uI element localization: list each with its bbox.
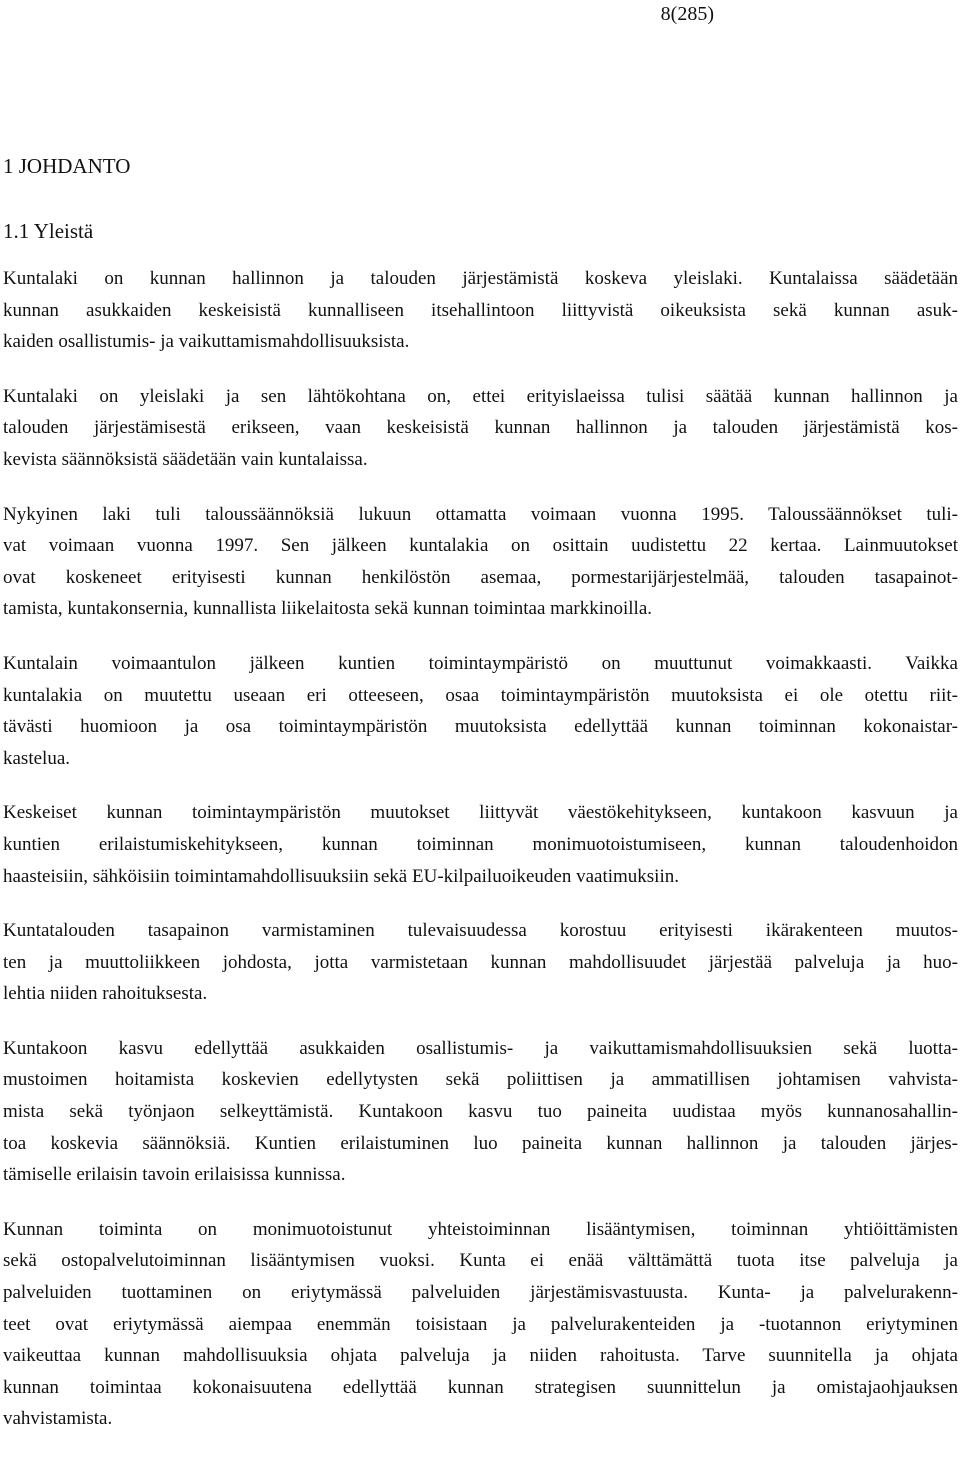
text-line: Kuntatalouden tasapainon varmistaminen tulevaisuudessa korostuu erityisesti ikärakenteen muutos- xyxy=(3,920,958,942)
text-line: palveluiden tuottaminen on eriytymässä palveluiden järjestämisvastuusta. Kunta- ja palvelurakenn- xyxy=(3,1282,958,1304)
text-line: vat voimaan vuonna 1997. Sen jälkeen kuntalakia on osittain uudistettu 22 kertaa. Lainmuutokset xyxy=(3,535,958,557)
text-line: Kuntakoon kasvu edellyttää asukkaiden osallistumis- ja vaikuttamismahdollisuuksien sekä luotta- xyxy=(3,1037,958,1059)
paragraph xyxy=(3,648,958,774)
section-heading: 1.1 Yleistä xyxy=(3,219,94,243)
body-text xyxy=(3,263,958,1458)
text-line: haasteisiin, sähköisiin toimintamahdollisuuksiin sekä EU-kilpailuoikeuden vaatimuksiin. xyxy=(3,865,679,887)
text-line: Kuntalaki on kunnan hallinnon ja talouden järjestämistä koskeva yleislaki. Kuntalaissa säädetään xyxy=(3,268,958,289)
text-line: Nykyinen laki tuli taloussäännöksiä lukuun ottamatta voimaan vuonna 1995. Taloussäännökset tuli- xyxy=(3,503,958,525)
chapter-heading: 1 JOHDANTO xyxy=(3,154,131,178)
text-line: mustoimen hoitamista koskevien edellytysten sekä poliittisen ja ammatillisen johtamisen vahvista- xyxy=(3,1069,958,1091)
text-line: kunnan asukkaiden keskeisistä kunnalliseen itsehallintoon liittyvistä oikeuksista sekä kunnan asuk- xyxy=(3,299,958,321)
text-line: vahvistamista. xyxy=(3,1408,113,1430)
text-line: sekä ostopalvelutoiminnan lisääntymisen vuoksi. Kunta ei enää välttämättä tuota itse palveluja ja xyxy=(3,1250,958,1272)
paragraph xyxy=(3,797,958,892)
text-line: Kunnan toiminta on monimuotoistunut yhteistoiminnan lisääntymisen, toiminnan yhtiöittämisten xyxy=(3,1218,958,1240)
text-line: toa koskevia säännöksiä. Kuntien erilaistuminen luo paineita kunnan hallinnon ja talouden järjes- xyxy=(3,1132,958,1154)
text-line: kevista säännöksistä säädetään vain kuntalaissa. xyxy=(3,448,368,470)
text-line: lehtia niiden rahoituksesta. xyxy=(3,983,208,1005)
paragraph xyxy=(3,499,958,625)
text-line: kunnan toimintaa kokonaisuutena edellyttää kunnan strategisen suunnittelun ja omistajaohjauksen xyxy=(3,1376,958,1398)
text-line: tämiselle erilaisin tavoin erilaisissa kunnissa. xyxy=(3,1164,346,1186)
text-line: tävästi huomioon ja osa toimintaympäristön muutoksista edellyttää kunnan toiminnan kokonaistar- xyxy=(3,716,958,738)
text-line: ovat koskeneet erityisesti kunnan henkilöstön asemaa, pormestarijärjestelmää, talouden tasapainot- xyxy=(3,566,958,588)
text-line: kuntalakia on muutettu useaan eri otteeseen, osaa toimintaympäristön muutoksista ei ole otettu riit- xyxy=(3,684,958,706)
text-line: kastelua. xyxy=(3,747,71,769)
text-line: ten ja muuttoliikkeen johdosta, jotta varmistetaan kunnan mahdollisuudet järjestää palveluja ja huo- xyxy=(3,951,958,973)
text-line: Keskeiset kunnan toimintaympäristön muutokset liittyvät väestökehitykseen, kuntakoon kasvuun ja xyxy=(3,802,958,824)
text-line: talouden järjestämisestä erikseen, vaan keskeisistä kunnan hallinnon ja talouden järjestämistä kos- xyxy=(3,417,958,439)
text-line: kaiden osallistumis- ja vaikuttamismahdollisuuksista. xyxy=(3,331,410,353)
paragraph xyxy=(3,1033,958,1191)
text-line: tamista, kuntakonsernia, kunnallista liikelaitosta sekä kunnan toimintaa markkinoilla. xyxy=(3,598,653,620)
page-number: 8(285) xyxy=(660,3,714,25)
text-line: teet ovat eriytymässä aiempaa enemmän toisistaan ja palvelurakenteiden ja -tuotannon eriytyminen xyxy=(3,1313,958,1335)
paragraph xyxy=(3,263,958,358)
paragraph xyxy=(3,915,958,1010)
text-line: Kuntalain voimaantulon jälkeen kuntien toimintaympäristö on muuttunut voimakkaasti. Vaikka xyxy=(3,652,958,674)
paragraph xyxy=(3,1214,958,1435)
paragraph xyxy=(3,381,958,476)
text-line: Kuntalaki on yleislaki ja sen lähtökohtana on, ettei erityislaeissa tulisi säätää kunnan hallinnon ja xyxy=(3,385,958,407)
text-line: kuntien erilaistumiskehitykseen, kunnan toiminnan monimuotoistumiseen, kunnan taloudenhoidon xyxy=(3,833,958,855)
text-line: mista sekä työnjaon selkeyttämistä. Kuntakoon kasvu tuo paineita uudistaa myös kunnanosahallin- xyxy=(3,1101,958,1123)
text-line: vaikeuttaa kunnan mahdollisuuksia ohjata palveluja ja niiden rahoitusta. Tarve suunnitella ja ohjata xyxy=(3,1345,958,1367)
